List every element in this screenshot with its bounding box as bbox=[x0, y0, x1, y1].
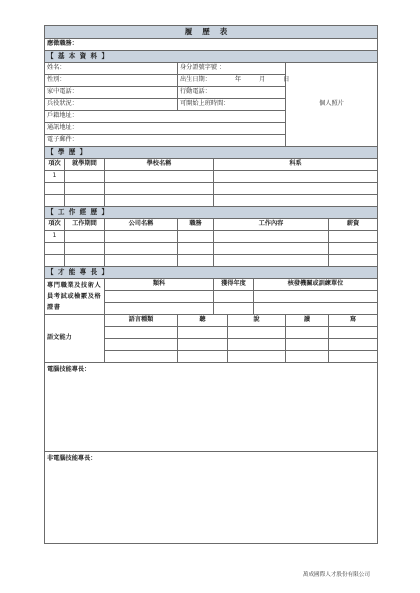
table-row bbox=[45, 171, 378, 183]
military-status-field[interactable]: 兵役狀況： bbox=[45, 99, 178, 111]
home-phone-field[interactable]: 家中電話： bbox=[45, 87, 178, 99]
certificate-label: 專門職業及技術人員考試或檢覈及格證書 bbox=[45, 279, 105, 315]
table-row bbox=[45, 183, 378, 195]
table-row bbox=[45, 195, 378, 207]
edu-header-period: 就學期間 bbox=[65, 159, 105, 171]
name-field[interactable]: 姓名： bbox=[45, 63, 178, 75]
birth-day-label: 日 bbox=[283, 76, 290, 84]
footer-company: 萬成國際人才股份有限公司 bbox=[302, 572, 370, 578]
birth-date-field[interactable] bbox=[178, 75, 290, 87]
lang-header-speak: 說 bbox=[228, 315, 286, 327]
photo-box[interactable]: 個人照片 bbox=[286, 63, 378, 147]
non-computer-skills-field[interactable]: 非電腦技能專長： bbox=[45, 452, 378, 544]
table-row bbox=[45, 243, 378, 255]
computer-skills-field[interactable]: 電腦技能專長： bbox=[45, 363, 378, 452]
table-row bbox=[45, 255, 378, 267]
edu-row-index: 1 bbox=[45, 171, 65, 183]
mailing-address-field[interactable]: 通訊地址： bbox=[45, 123, 286, 135]
edu-header-school: 學校名稱 bbox=[105, 159, 214, 171]
edu-header-index: 項次 bbox=[45, 159, 65, 171]
email-field[interactable]: 電子郵件： bbox=[45, 135, 286, 147]
id-number-field[interactable]: 身分證號字號 ： bbox=[178, 63, 286, 75]
page-title: 履歷表 bbox=[45, 26, 378, 39]
work-header-content: 工作內容 bbox=[214, 219, 329, 231]
birth-month-label: 月 bbox=[259, 76, 266, 84]
resume-form bbox=[44, 25, 377, 563]
section-education: 【 學 歷 】 bbox=[45, 147, 378, 159]
mobile-phone-field[interactable]: 行動電話： bbox=[178, 87, 286, 99]
lang-header-read: 讀 bbox=[286, 315, 329, 327]
work-header-salary: 薪資 bbox=[329, 219, 378, 231]
resume-table bbox=[44, 25, 378, 544]
work-header-period: 工作期間 bbox=[65, 219, 105, 231]
work-header-company: 公司名稱 bbox=[105, 219, 178, 231]
birth-year-label: 年 bbox=[234, 76, 242, 84]
cert-header-issuer: 核發機關或訓練單位 bbox=[254, 279, 378, 291]
birth-label: 出生日期： bbox=[180, 76, 211, 84]
work-header-index: 項次 bbox=[45, 219, 65, 231]
lang-header-write: 寫 bbox=[329, 315, 378, 327]
lang-header-listen: 聽 bbox=[178, 315, 228, 327]
household-address-field[interactable]: 戶籍地址： bbox=[45, 111, 286, 123]
gender-field[interactable]: 性別： bbox=[45, 75, 178, 87]
section-work-experience: 【 工 作 經 歷 】 bbox=[45, 207, 378, 219]
cert-header-category: 類科 bbox=[105, 279, 214, 291]
cert-header-year: 獲得年度 bbox=[214, 279, 254, 291]
lang-header-type: 語言種類 bbox=[105, 315, 178, 327]
section-skills: 【 才 能 專 長 】 bbox=[45, 267, 378, 279]
apply-position-field[interactable]: 應徵職務： bbox=[45, 39, 378, 51]
table-row bbox=[45, 231, 378, 243]
section-basic-info: 【 基 本 資 料 】 bbox=[45, 51, 378, 63]
language-label: 語文能力 bbox=[45, 315, 105, 363]
work-header-position: 職務 bbox=[178, 219, 214, 231]
edu-header-department: 科系 bbox=[214, 159, 378, 171]
start-date-field[interactable]: 可開始上班時間： bbox=[178, 99, 286, 111]
work-row-index: 1 bbox=[45, 231, 65, 243]
